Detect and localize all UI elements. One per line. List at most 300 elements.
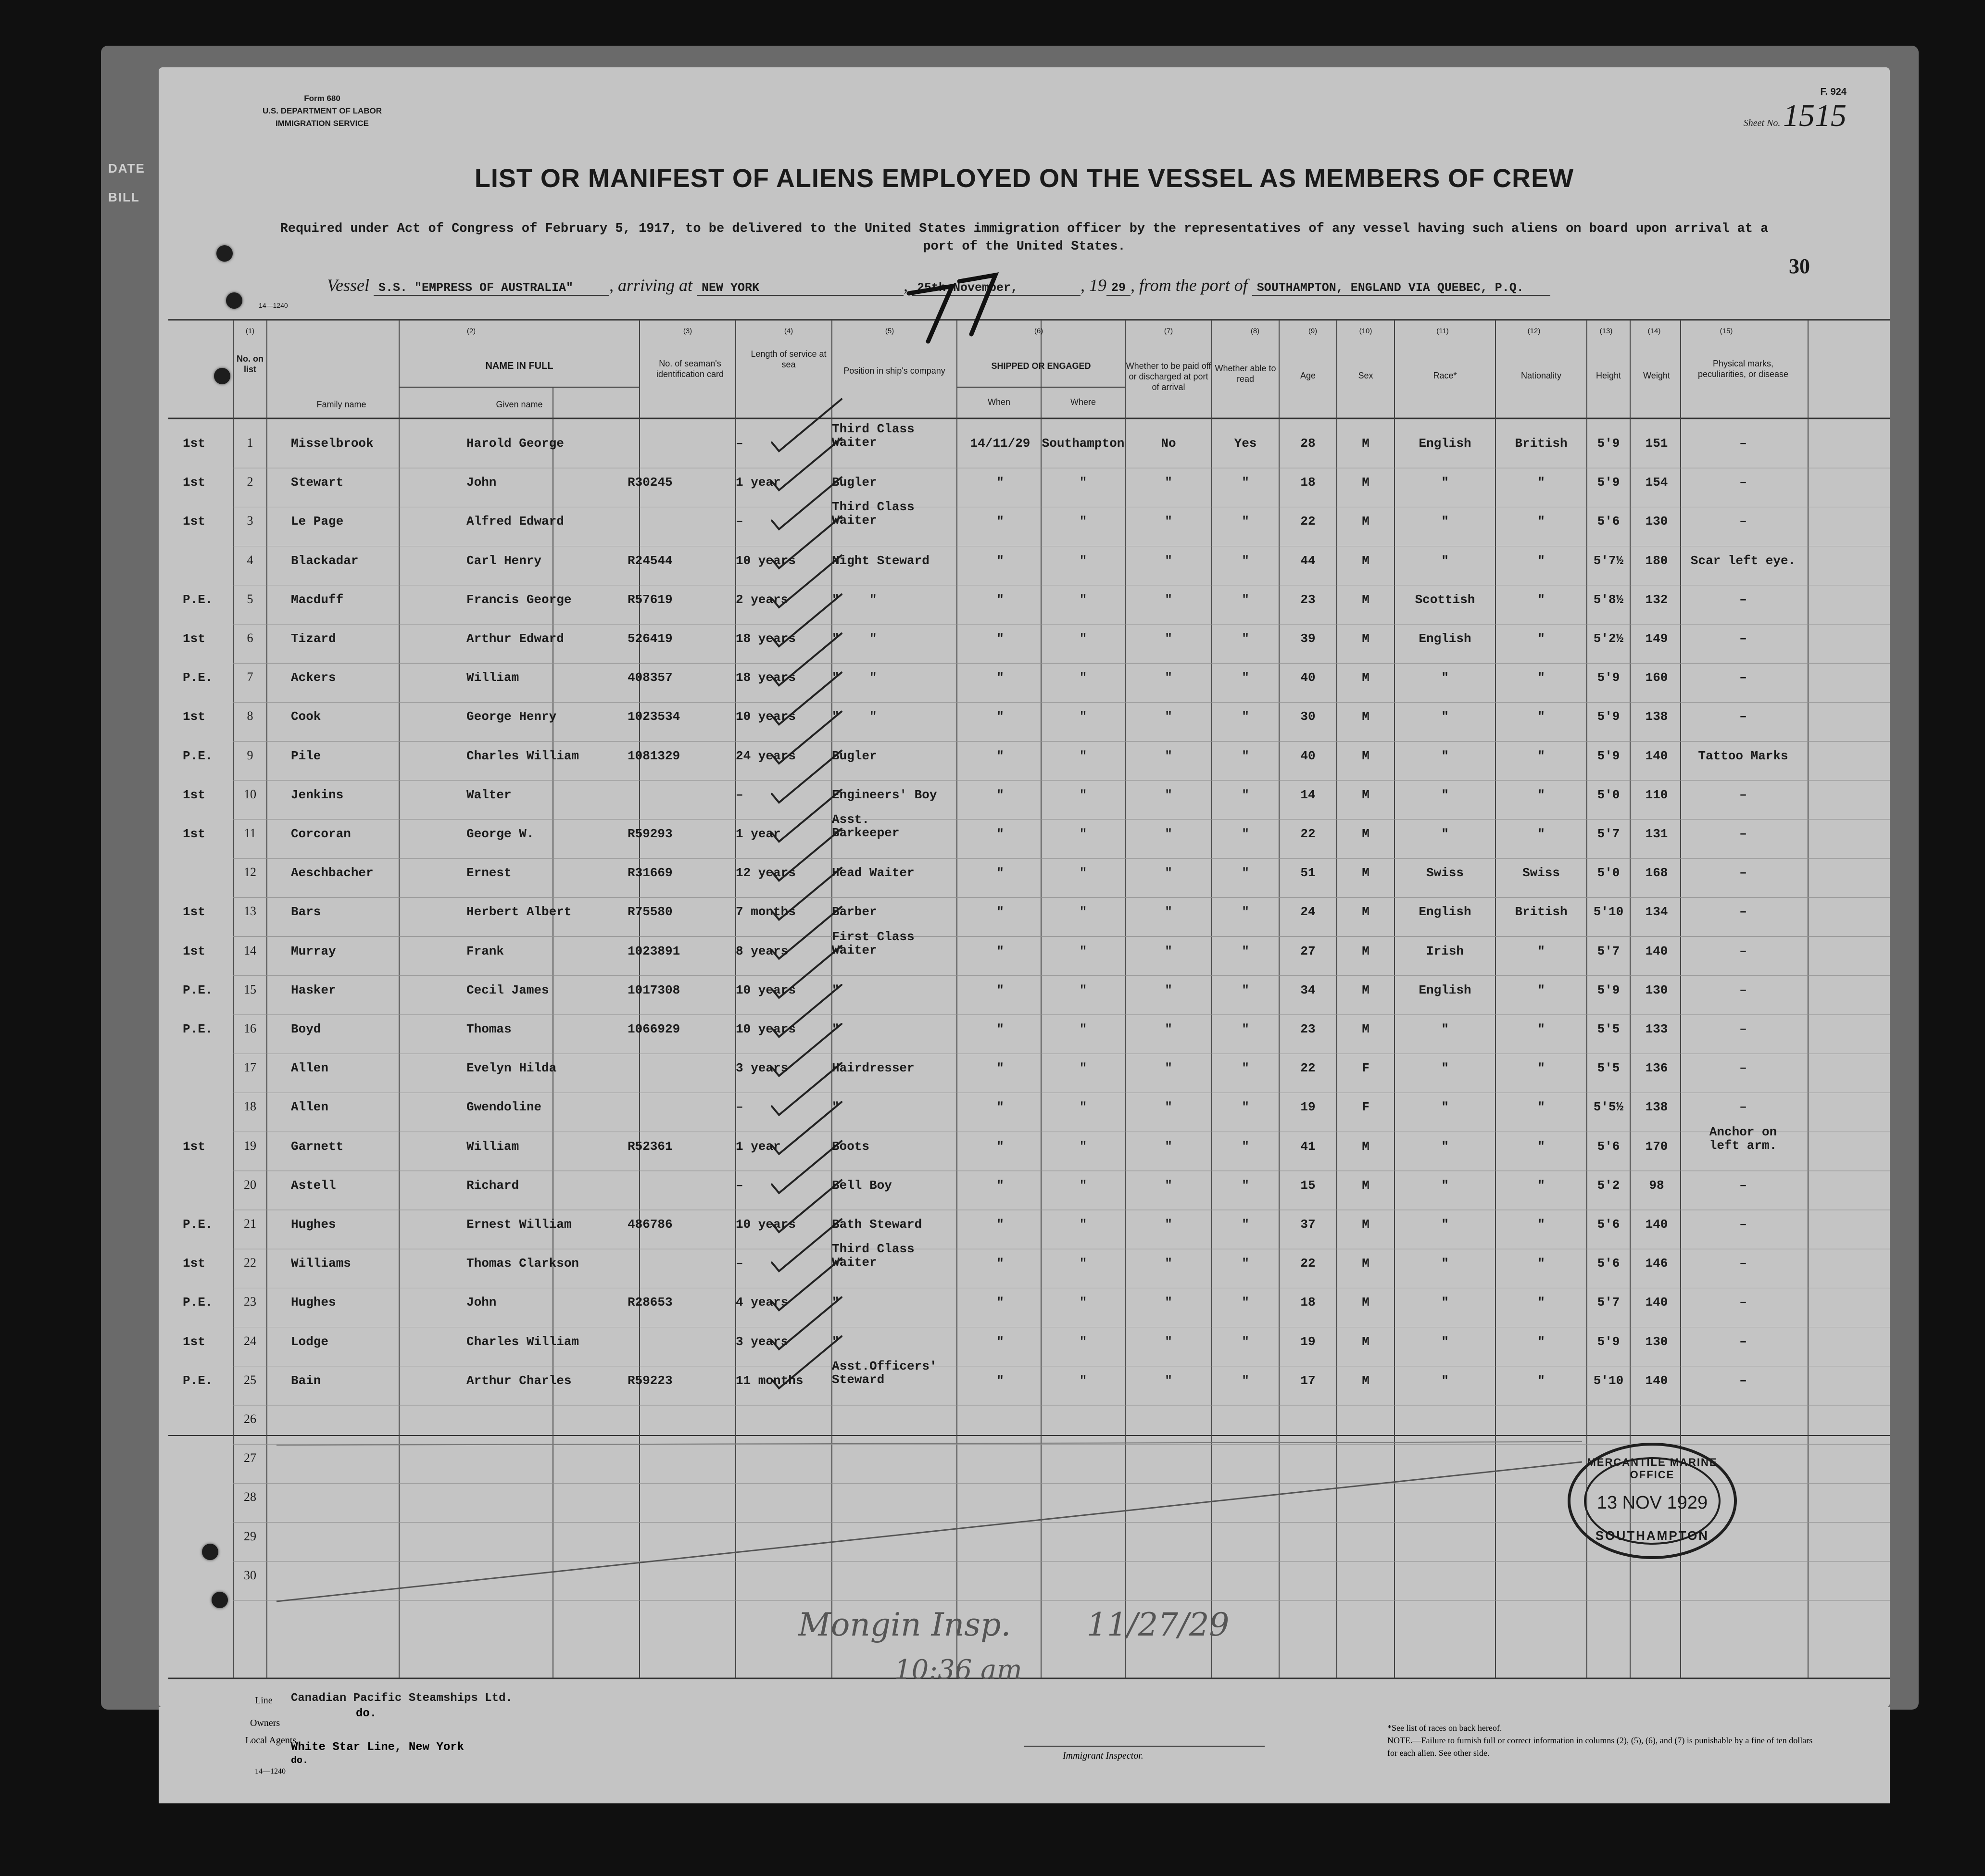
given-name: Thomas Clarkson (466, 1256, 579, 1271)
sex: M (1362, 670, 1369, 685)
crew-class: P.E. (183, 1373, 213, 1388)
weight: 146 (1645, 1256, 1668, 1271)
weight: 160 (1645, 670, 1668, 685)
id-card-number: 408357 (628, 670, 673, 685)
id-card-number: 526419 (628, 631, 673, 646)
crew-class: 1st (183, 631, 205, 646)
paid-off: " (1165, 787, 1172, 802)
physical-marks: – (1739, 1295, 1747, 1310)
family-name: Stewart (291, 475, 344, 490)
col-num-15: (15) (1720, 327, 1733, 335)
id-card-number: 1017308 (628, 982, 680, 997)
family-name: Le Page (291, 514, 344, 529)
race: " (1441, 475, 1449, 490)
row-number: 17 (244, 1060, 256, 1075)
given-name: Arthur Edward (466, 631, 564, 646)
race: " (1441, 709, 1449, 724)
family-name: Tizard (291, 631, 336, 646)
id-card-number: 1023891 (628, 944, 680, 958)
inspection-date: 11/27/29 (1087, 1606, 1230, 1643)
nationality: " (1537, 631, 1545, 646)
shipped-where: " (1079, 982, 1087, 997)
id-card-number: R24544 (628, 553, 673, 568)
physical-marks: – (1739, 436, 1747, 451)
family-name: Allen (291, 1100, 329, 1115)
requirement-line-2: port of the United States. (923, 239, 1126, 254)
inspector-signature: Mongin Insp. (798, 1606, 1011, 1643)
col-num-7: (7) (1164, 327, 1173, 335)
shipped-when: " (996, 1256, 1004, 1271)
col-num-10: (10) (1359, 327, 1372, 335)
col-num-14: (14) (1647, 327, 1661, 335)
paid-off: " (1165, 944, 1172, 958)
given-name: Ernest (466, 866, 512, 881)
age: 23 (1300, 1022, 1316, 1036)
shipped-where: Southampton (1042, 436, 1125, 451)
family-name: Garnett (291, 1139, 344, 1154)
form-code-top: 14—1240 (259, 302, 288, 309)
nationality: " (1537, 1373, 1545, 1388)
row-number: 15 (244, 982, 256, 996)
paid-off: " (1165, 748, 1172, 763)
able-to-read: " (1242, 748, 1249, 763)
header-when: When (987, 397, 1011, 407)
height: 5'10 (1593, 1373, 1624, 1388)
physical-marks: – (1739, 709, 1747, 724)
position: Bath Steward (832, 1217, 922, 1232)
row-number: 2 (247, 475, 253, 489)
row-number: 8 (247, 709, 253, 723)
row-number: 18 (244, 1099, 256, 1114)
paid-off: " (1165, 1178, 1172, 1193)
age: 30 (1300, 709, 1316, 724)
nationality: " (1537, 1295, 1545, 1310)
age: 22 (1300, 1256, 1316, 1271)
shipped-when: " (996, 631, 1004, 646)
shipped-when: " (996, 1334, 1004, 1349)
row-number: 16 (244, 1021, 256, 1035)
f-number: F. 924 (1820, 87, 1847, 97)
sex: M (1362, 1373, 1369, 1388)
age: 37 (1300, 1217, 1316, 1232)
footer-inspector-label: Immigrant Inspector. (1063, 1750, 1143, 1761)
race: " (1441, 1178, 1449, 1193)
departure-port: SOUTHAMPTON, ENGLAND VIA QUEBEC, P.Q. (1252, 281, 1550, 296)
age: 41 (1300, 1139, 1316, 1154)
physical-marks: Tattoo Marks (1698, 748, 1788, 763)
shipped-where: " (1079, 553, 1087, 568)
length-of-service: – (736, 787, 743, 802)
length-of-service: 3 years (736, 1061, 789, 1076)
shipped-where: " (1079, 1295, 1087, 1310)
length-of-service: 7 months (736, 905, 796, 919)
weight: 131 (1645, 827, 1668, 841)
position: " (832, 1334, 840, 1349)
paid-off: " (1165, 982, 1172, 997)
row-number: 24 (244, 1334, 256, 1348)
position: Bugler (832, 748, 877, 763)
weight: 133 (1645, 1022, 1668, 1036)
height: 5'8½ (1593, 592, 1624, 607)
nationality: " (1537, 514, 1545, 529)
side-tab-bill: BILL (108, 190, 140, 204)
sex: F (1362, 1100, 1369, 1115)
height: 5'10 (1593, 905, 1624, 919)
row-number: 9 (247, 748, 253, 762)
position: " (832, 1295, 840, 1310)
able-to-read: " (1242, 866, 1249, 881)
paid-off: " (1165, 553, 1172, 568)
header-name-in-full: NAME IN FULL (485, 361, 553, 371)
sex: M (1362, 982, 1369, 997)
id-card-number: R31669 (628, 866, 673, 881)
given-name: Evelyn Hilda (466, 1061, 557, 1076)
length-of-service: 18 years (736, 631, 796, 646)
shipped-where: " (1079, 709, 1087, 724)
height: 5'5 (1597, 1061, 1620, 1076)
race: " (1441, 1295, 1449, 1310)
physical-marks: – (1739, 631, 1747, 646)
header-sex: Sex (1358, 371, 1373, 380)
row-number: 23 (244, 1295, 256, 1309)
inspector-signature-line (1024, 1746, 1265, 1747)
family-name: Jenkins (291, 787, 344, 802)
position: " " (832, 670, 877, 685)
side-tab-date: DATE (108, 161, 145, 176)
crew-class: 1st (183, 514, 205, 529)
shipped-where: " (1079, 1061, 1087, 1076)
family-name: Cook (291, 709, 321, 724)
length-of-service: – (736, 1178, 743, 1193)
given-name: Carl Henry (466, 553, 542, 568)
position: " " (832, 709, 877, 724)
weight: 149 (1645, 631, 1668, 646)
stamp-office: MERCANTILE MARINE OFFICE (1587, 1456, 1718, 1481)
age: 39 (1300, 631, 1316, 646)
sex: F (1362, 1061, 1369, 1076)
position: Third Class Waiter (832, 422, 915, 450)
able-to-read: " (1242, 631, 1249, 646)
shipped-where: " (1079, 592, 1087, 607)
nationality: " (1537, 748, 1545, 763)
nationality: " (1537, 944, 1545, 958)
footer-notes (1387, 1722, 1820, 1759)
shipped-when: " (996, 905, 1004, 919)
family-name: Misselbrook (291, 436, 374, 451)
col-num-2: (2) (466, 327, 476, 335)
length-of-service: 10 years (736, 982, 796, 997)
nationality: " (1537, 1139, 1545, 1154)
crew-class: 1st (183, 709, 205, 724)
length-of-service: 1 year (736, 827, 781, 841)
weight: 136 (1645, 1061, 1668, 1076)
header-shipped-engaged: SHIPPED OR ENGAGED (991, 361, 1091, 371)
age: 23 (1300, 592, 1316, 607)
header-physical-marks: Physical marks, peculiarities, or disease (1697, 359, 1789, 379)
race: " (1441, 1100, 1449, 1115)
sex: M (1362, 787, 1369, 802)
position: " (832, 982, 840, 997)
shipped-when: " (996, 1217, 1004, 1232)
age: 27 (1300, 944, 1316, 958)
weight: 140 (1645, 944, 1668, 958)
race: " (1441, 1061, 1449, 1076)
age: 22 (1300, 1061, 1316, 1076)
id-card-number: R57619 (628, 592, 673, 607)
nationality: Swiss (1522, 866, 1560, 881)
nationality: British (1515, 436, 1568, 451)
race: " (1441, 787, 1449, 802)
age: 17 (1300, 1373, 1316, 1388)
shipped-where: " (1079, 1022, 1087, 1036)
physical-marks: Anchor on left arm. (1709, 1124, 1777, 1153)
physical-marks: – (1739, 1061, 1747, 1076)
age: 19 (1300, 1100, 1316, 1115)
service-name: IMMIGRATION SERVICE (276, 119, 369, 128)
family-name: Astell (291, 1178, 336, 1193)
sex: M (1362, 944, 1369, 958)
weight: 151 (1645, 436, 1668, 451)
length-of-service: – (736, 1100, 743, 1115)
race: Scottish (1415, 592, 1475, 607)
id-card-number: 1081329 (628, 748, 680, 763)
height: 5'7 (1597, 944, 1620, 958)
footer-note-races: *See list of races on back hereof. (1387, 1723, 1502, 1733)
physical-marks: – (1739, 1334, 1747, 1349)
able-to-read: " (1242, 1139, 1249, 1154)
race: Swiss (1426, 866, 1464, 881)
sex: M (1362, 709, 1369, 724)
given-name: John (466, 1295, 497, 1310)
row-number: 25 (244, 1372, 256, 1387)
header-height: Height (1596, 371, 1621, 380)
shipped-when: 14/11/29 (970, 436, 1030, 451)
position: Asst. Barkeeper (832, 812, 900, 840)
empty-row-number: 28 (244, 1490, 256, 1504)
given-name: Charles William (466, 748, 579, 763)
nationality: " (1537, 1217, 1545, 1232)
height: 5'6 (1597, 1256, 1620, 1271)
footer-note-penalty: NOTE.—Failure to furnish full or correct information in columns (2), (5), (6), and (7) is punishable by a fine of ten dollars for each alien. See other side. (1387, 1736, 1813, 1758)
shipped-when: " (996, 475, 1004, 490)
age: 51 (1300, 866, 1316, 881)
height: 5'0 (1597, 866, 1620, 881)
year-label: 19 (1089, 276, 1106, 295)
height: 5'9 (1597, 982, 1620, 997)
row-number: 1 (247, 436, 253, 450)
physical-marks: – (1739, 905, 1747, 919)
height: 5'9 (1597, 709, 1620, 724)
given-name: John (466, 475, 497, 490)
given-name: Ernest William (466, 1217, 572, 1232)
physical-marks: – (1739, 1373, 1747, 1388)
able-to-read: Yes (1234, 436, 1257, 451)
position: " (832, 1022, 840, 1036)
row-number: 20 (244, 1177, 256, 1192)
able-to-read: " (1242, 1061, 1249, 1076)
id-card-number: R52361 (628, 1139, 673, 1154)
physical-marks: – (1739, 1217, 1747, 1232)
able-to-read: " (1242, 787, 1249, 802)
weight: 168 (1645, 866, 1668, 881)
sex: M (1362, 436, 1369, 451)
shipped-where: " (1079, 1217, 1087, 1232)
nationality: " (1537, 1256, 1545, 1271)
weight: 140 (1645, 1295, 1668, 1310)
given-name: Thomas (466, 1022, 512, 1036)
weight: 140 (1645, 748, 1668, 763)
crew-class: P.E. (183, 982, 213, 997)
nationality: British (1515, 905, 1568, 919)
col-num-11: (11) (1436, 327, 1449, 335)
shipped-when: " (996, 553, 1004, 568)
position: Bugler (832, 475, 877, 490)
footer-agents-value: White Star Line, New York (291, 1741, 465, 1754)
sex: M (1362, 866, 1369, 881)
able-to-read: " (1242, 1334, 1249, 1349)
paid-off: " (1165, 475, 1172, 490)
footer-line-label: Line (255, 1695, 273, 1706)
position: Third Class Waiter (832, 1242, 915, 1270)
shipped-where: " (1079, 1256, 1087, 1271)
arriving-port: NEW YORK (697, 281, 904, 296)
position: First Class Waiter (832, 929, 915, 957)
age: 22 (1300, 514, 1316, 529)
race: " (1441, 827, 1449, 841)
family-name: Hughes (291, 1217, 336, 1232)
vessel-line: Vessel S.S. "EMPRESS OF AUSTRALIA" , arriving at NEW YORK , 25th November, , 19 29 , from the port of SOUTHAMPTON, ENGLAND VIA QUEBEC, P.Q. (327, 275, 1746, 296)
sex: M (1362, 514, 1369, 529)
age: 15 (1300, 1178, 1316, 1193)
id-card-number: 486786 (628, 1217, 673, 1232)
sex: M (1362, 592, 1369, 607)
row-number: 21 (244, 1217, 256, 1231)
given-name: Walter (466, 787, 512, 802)
able-to-read: " (1242, 709, 1249, 724)
family-name: Lodge (291, 1334, 329, 1349)
col-num-3: (3) (683, 327, 692, 335)
col-num-1: (1) (245, 327, 255, 335)
position: " (832, 1100, 840, 1115)
shipped-where: " (1079, 1178, 1087, 1193)
height: 5'6 (1597, 514, 1620, 529)
height: 5'0 (1597, 787, 1620, 802)
physical-marks: Scar left eye. (1690, 553, 1796, 568)
position: Third Class Waiter (832, 500, 915, 528)
shipped-where: " (1079, 1100, 1087, 1115)
sex: M (1362, 1139, 1369, 1154)
given-name: Charles William (466, 1334, 579, 1349)
position: Bell Boy (832, 1178, 892, 1193)
height: 5'2 (1597, 1178, 1620, 1193)
row-number: 12 (244, 865, 256, 880)
arrival-year: 29 (1106, 281, 1131, 296)
header-given-name: Given name (496, 400, 543, 409)
height: 5'9 (1597, 475, 1620, 490)
crew-class: 1st (183, 827, 205, 841)
height: 5'7 (1597, 1295, 1620, 1310)
row-number: 4 (247, 553, 253, 567)
empty-row-number: 27 (244, 1451, 256, 1465)
age: 34 (1300, 982, 1316, 997)
crew-class: P.E. (183, 670, 213, 685)
header-able-to-read: Whether able to read (1215, 364, 1276, 384)
physical-marks: – (1739, 982, 1747, 997)
arriving-label: , arriving at (609, 276, 692, 295)
shipped-where: " (1079, 514, 1087, 529)
physical-marks: – (1739, 866, 1747, 881)
shipped-when: " (996, 1178, 1004, 1193)
physical-marks: – (1739, 1256, 1747, 1271)
given-name: George Henry (466, 709, 557, 724)
family-name: Boyd (291, 1022, 321, 1036)
paid-off: " (1165, 1256, 1172, 1271)
family-name: Hughes (291, 1295, 336, 1310)
paid-off: " (1165, 1139, 1172, 1154)
id-card-number: R59293 (628, 827, 673, 841)
shipped-when: " (996, 827, 1004, 841)
length-of-service: 2 years (736, 592, 789, 607)
able-to-read: " (1242, 982, 1249, 997)
sex: M (1362, 1256, 1369, 1271)
paid-off: " (1165, 1373, 1172, 1388)
position: Engineers' Boy (832, 787, 937, 802)
nationality: " (1537, 982, 1545, 997)
mercantile-marine-stamp (1568, 1443, 1737, 1559)
shipped-when: " (996, 709, 1004, 724)
family-name: Bain (291, 1373, 321, 1388)
physical-marks: – (1739, 1022, 1747, 1036)
physical-marks: – (1739, 592, 1747, 607)
crew-class: 1st (183, 436, 205, 451)
height: 5'7 (1597, 827, 1620, 841)
crew-class: P.E. (183, 1022, 213, 1036)
sex: M (1362, 1334, 1369, 1349)
race: " (1441, 553, 1449, 568)
shipped-when: " (996, 670, 1004, 685)
age: 14 (1300, 787, 1316, 802)
paid-off: " (1165, 866, 1172, 881)
family-name: Pile (291, 748, 321, 763)
paid-off: " (1165, 514, 1172, 529)
shipped-when: " (996, 592, 1004, 607)
paid-off: " (1165, 1061, 1172, 1076)
crew-class: P.E. (183, 1295, 213, 1310)
crew-class: 1st (183, 1256, 205, 1271)
sex: M (1362, 827, 1369, 841)
family-name: Aeschbacher (291, 866, 374, 881)
weight: 154 (1645, 475, 1668, 490)
family-name: Murray (291, 944, 336, 958)
row-number: 11 (244, 826, 256, 840)
weight: 130 (1645, 514, 1668, 529)
header-age: Age (1300, 371, 1316, 380)
footer-agents-extra: do. (291, 1755, 309, 1766)
header-no-on-list: No. on list (237, 354, 264, 374)
page-count: 30 (1789, 254, 1810, 278)
height: 5'9 (1597, 436, 1620, 451)
paid-off: " (1165, 709, 1172, 724)
nationality: " (1537, 827, 1545, 841)
paid-off: " (1165, 1295, 1172, 1310)
sex: M (1362, 1022, 1369, 1036)
id-card-number: R28653 (628, 1295, 673, 1310)
weight: 180 (1645, 553, 1668, 568)
able-to-read: " (1242, 1217, 1249, 1232)
col-num-5: (5) (885, 327, 894, 335)
position: Barber (832, 905, 877, 919)
age: 18 (1300, 1295, 1316, 1310)
